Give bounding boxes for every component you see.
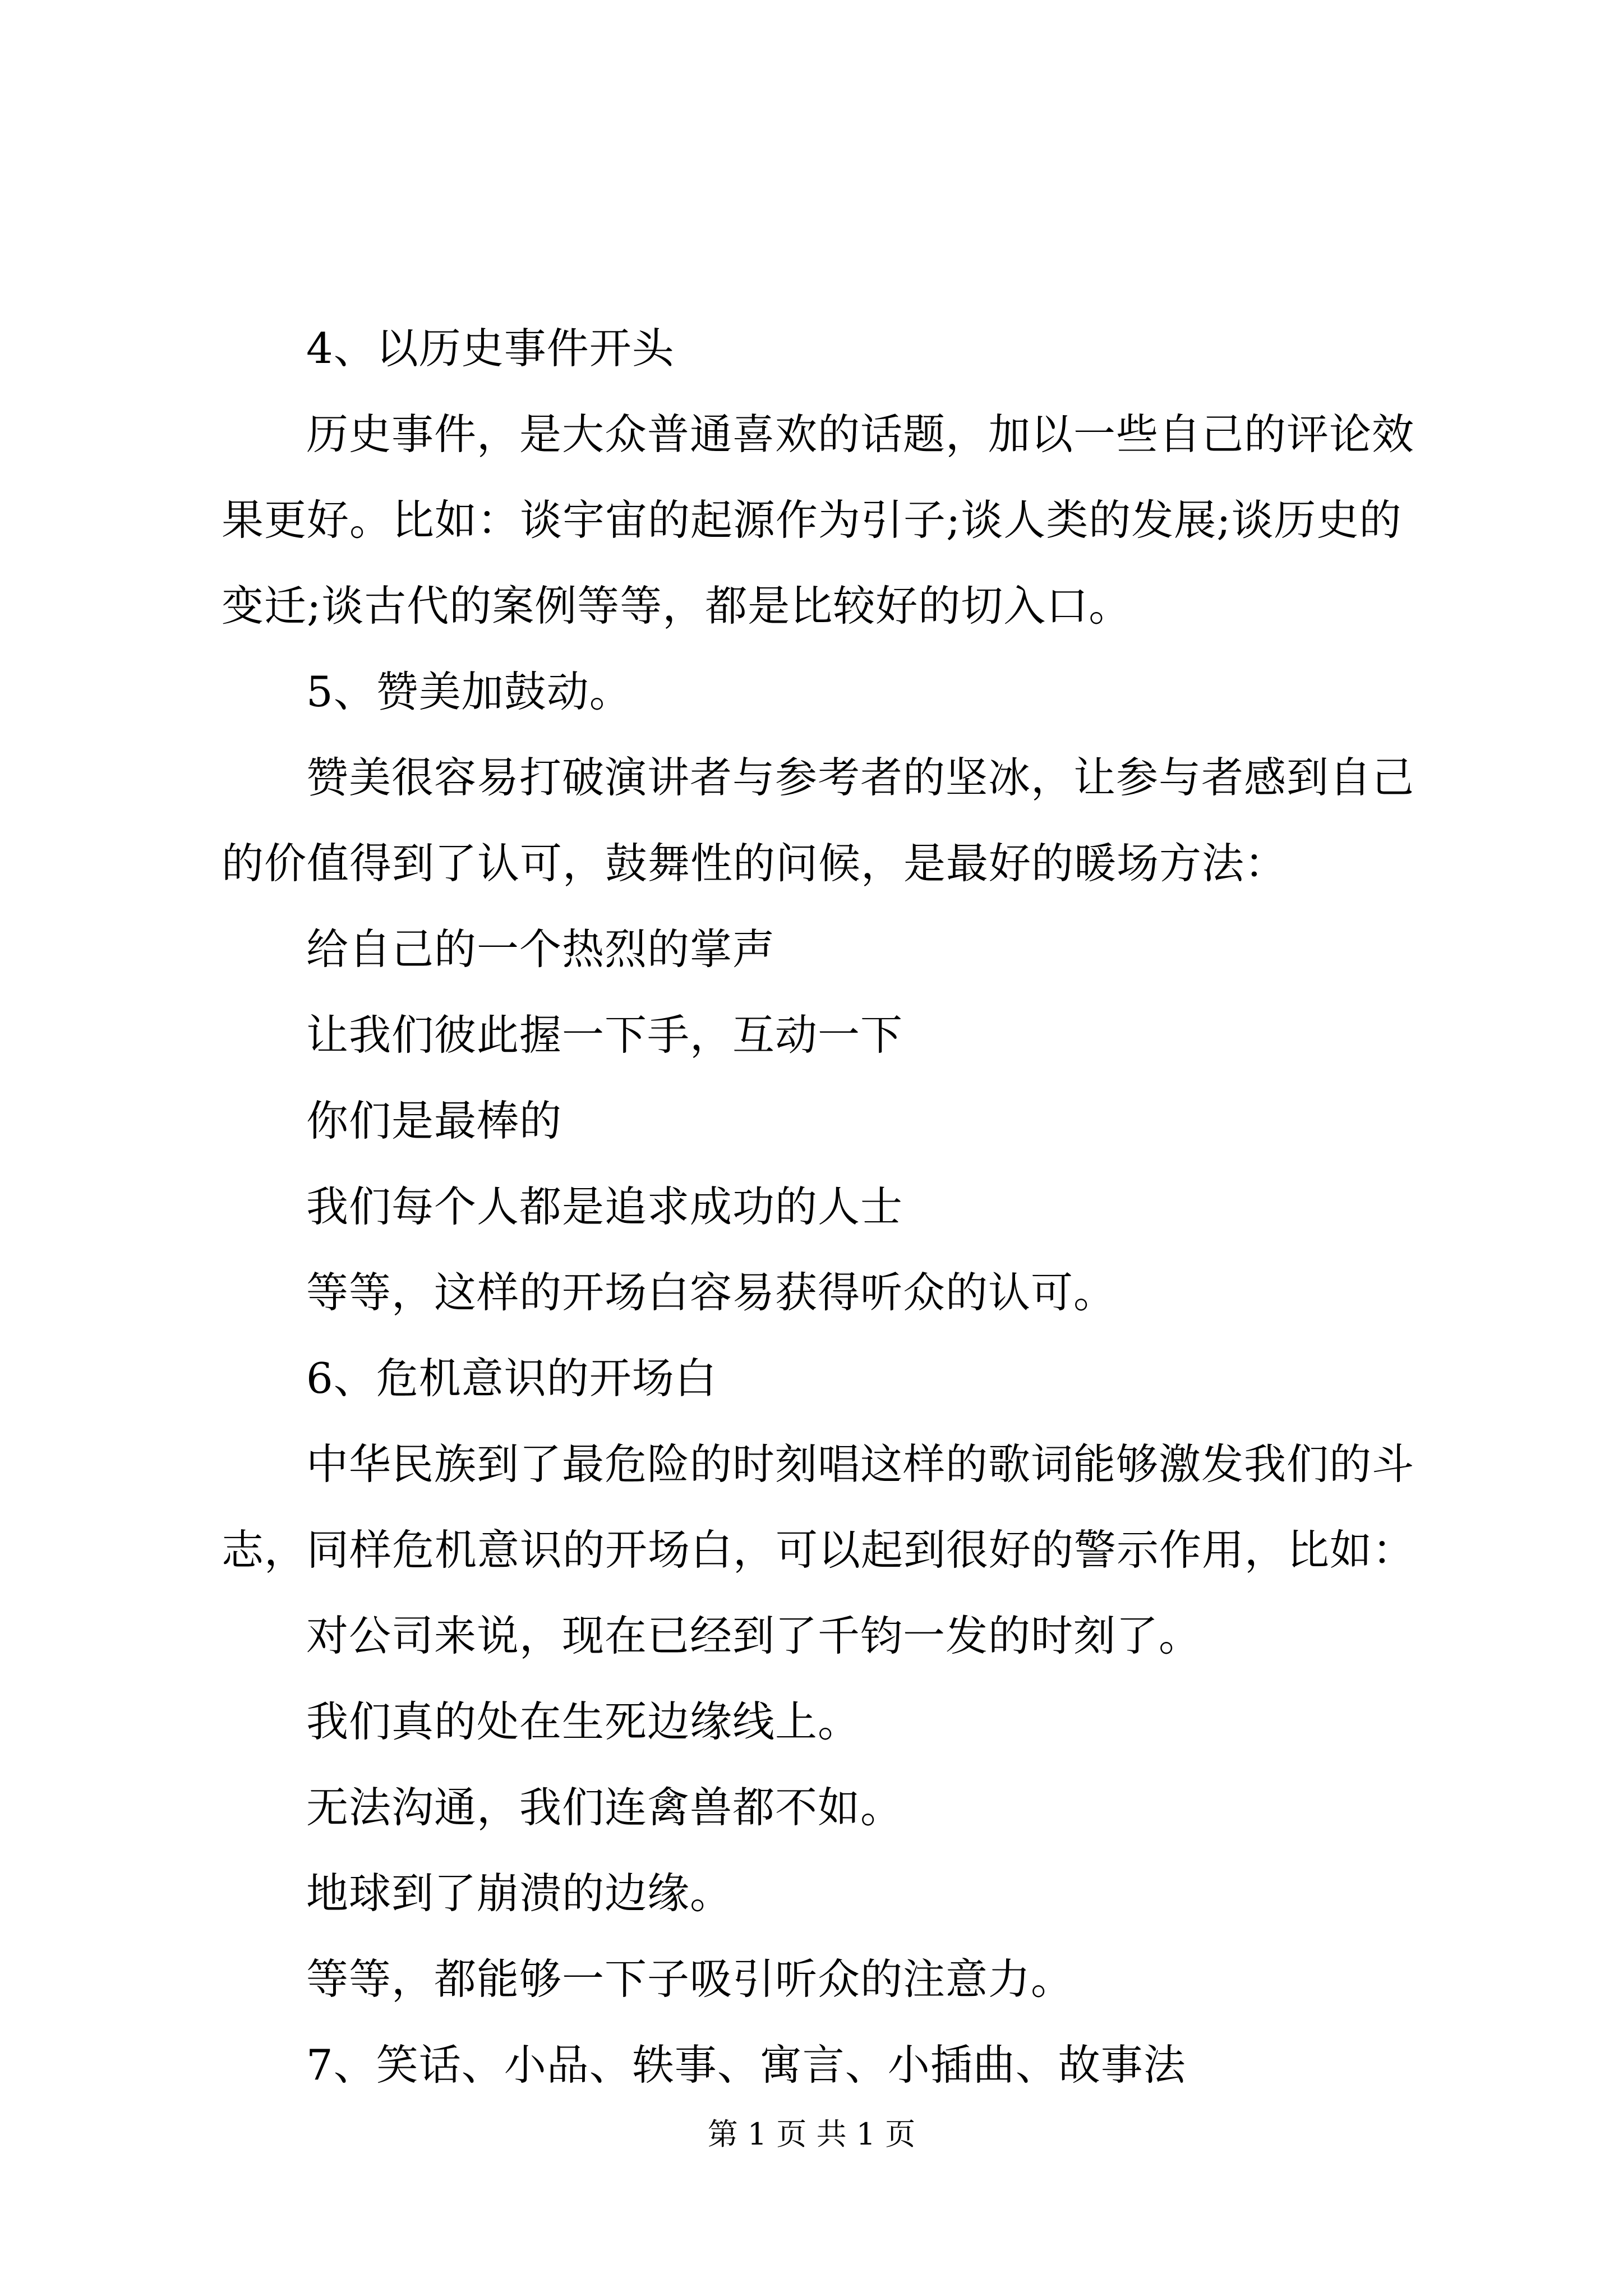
page-number-footer: 第 1 页 共 1 页 — [707, 2116, 916, 2152]
example-line: 你们是最棒的 — [306, 1096, 562, 1145]
example-line: 给自己的一个热烈的掌声 — [306, 924, 776, 974]
heading-praise-encourage: 5、赞美加鼓动。 — [306, 667, 632, 716]
paragraph-praise: 赞美很容易打破演讲者与参考者的坚冰，让参与者感到自己的价值得到了认可，鼓舞性的问候，是最好的暖场方法： — [222, 753, 1415, 888]
example-line: 我们每个人都是追求成功的人士 — [306, 1182, 903, 1231]
document-body — [222, 306, 1433, 2108]
heading-jokes-stories: 7、笑话、小品、轶事、寓言、小插曲、故事法 — [306, 2040, 1186, 2090]
example-line: 无法沟通，我们连禽兽都不如。 — [306, 1783, 903, 1832]
example-line: 让我们彼此握一下手，互动一下 — [306, 1010, 903, 1060]
example-line: 我们真的处在生死边缘线上。 — [306, 1697, 861, 1746]
paragraph-summary: 等等，都能够一下子吸引听众的注意力。 — [306, 1954, 1074, 2004]
example-line: 地球到了崩溃的边缘。 — [306, 1869, 733, 1918]
heading-crisis-opening: 6、危机意识的开场白 — [306, 1354, 717, 1403]
paragraph-history-events: 历史事件，是大众普通喜欢的话题，加以一些自己的评论效果更好。比如：谈宇宙的起源作为引子;谈人类的发展;谈历史的变迁;谈古代的案例等等，都是比较好的切入口。 — [222, 409, 1415, 631]
example-line: 对公司来说，现在已经到了千钧一发的时刻了。 — [306, 1611, 1202, 1660]
paragraph-crisis: 中华民族到了最危险的时刻唱这样的歌词能够激发我们的斗志，同样危机意识的开场白，可以起到很好的警示作用，比如： — [222, 1439, 1415, 1575]
paragraph-summary: 等等，这样的开场白容易获得听众的认可。 — [306, 1268, 1117, 1317]
heading-history-opening: 4、以历史事件开头 — [306, 324, 675, 373]
